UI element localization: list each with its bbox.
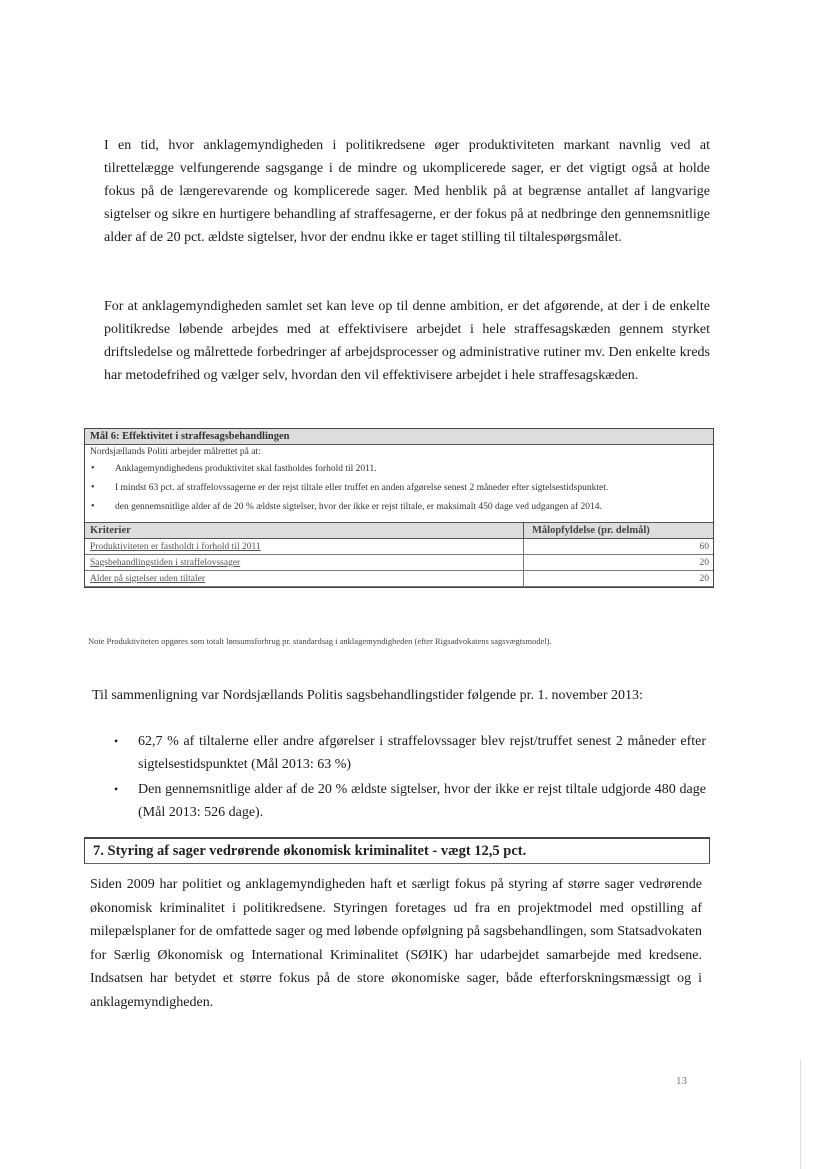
comparison-paragraph: Til sammenligning var Nordsjællands Politis sagsbehandlingstider følgende pr. 1. november 2013: — [92, 688, 643, 703]
section-heading: 7. Styring af sager vedrørende økonomisk kriminalitet - vægt 12,5 pct. — [84, 837, 710, 864]
table-row — [85, 539, 713, 555]
criteria-header: Kriterier — [85, 523, 524, 539]
table-row — [85, 571, 713, 587]
bullet-icon: • — [114, 734, 119, 748]
bullet-icon: • — [91, 501, 95, 512]
criteria-label: Sagsbehandlingstiden i straffelovssager — [85, 555, 524, 571]
scan-edge-divider — [800, 1060, 801, 1169]
bullet-icon: • — [114, 782, 119, 796]
bullet-icon: • — [91, 482, 95, 493]
fulfillment-header: Målopfyldelse (pr. delmål) — [524, 523, 714, 539]
criteria-table — [85, 522, 713, 587]
goal-item: • Anklagemyndighedens produktivitet skal fastholdes forhold til 2011. — [89, 461, 707, 477]
criteria-value: 60 — [524, 539, 714, 555]
criteria-label: Produktiviteten er fastholdt i forhold til 2011 — [85, 539, 524, 555]
goal-list — [85, 461, 713, 522]
section-paragraph: Siden 2009 har politiet og anklagemyndigheden haft et særligt fokus på styring af større sager vedrørende økonomisk kriminalitet i politikredsene. Styringen foretages ud fra en projektmodel med opstilling af milepælsplaner for de omfattede sager og med løbende opfølgning på sagsbehandlingen, som Statsadvokaten for Særlig Økonomisk og International Kriminalitet (SØIK) har udarbejdet samarbejde med kredsene. Indsatsen har betydet et større fokus på de store økonomiske sager, både efterforskningsmæssigt og i anklagemyndigheden. — [90, 877, 702, 1010]
goal-box-title: Mål 6: Effektivitet i straffesagsbehandlingen — [85, 429, 713, 445]
criteria-value: 20 — [524, 555, 714, 571]
comparison-list — [112, 730, 706, 826]
criteria-label: Alder på sigtelser uden tiltaler — [85, 571, 524, 587]
table-row — [85, 555, 713, 571]
ambition-paragraph: For at anklagemyndigheden samlet set kan leve op til denne ambition, er det afgørende, at der i de enkelte politikredse løbende arbejdes med at effektivisere arbejdet i hele straffesagskæden gennem styrket driftsledelse og målrettede forbedringer af arbejdsprocesser og administrative rutiner mv. Den enkelte kreds har metodefrihed og vælger selv, hvordan den vil effektivisere arbejdet i hele straffesagskæden. — [104, 299, 710, 383]
goal-box — [84, 428, 714, 588]
intro-paragraph: I en tid, hvor anklagemyndigheden i politikredsene øger produktiviteten markant navnlig ved at tilrettelægge velfungerende sagsgange i de mindre og ukomplicerede sager, er det vigtigt også at holde fokus på de længerevarende og komplicerede sager. Med henblik på at begrænse antallet af langvarige sigtelser og sikre en hurtigere behandling af straffesagerne, er der fokus på at nedbringe den gennemsnitlige alder af de 20 pct. ældste sigtelser, hvor der endnu ikke er taget stilling til tiltalespørgsmålet. — [104, 138, 710, 245]
goal-note: Note Produktiviteten opgøres som totalt lønsumsforbrug pr. standardsag i anklagemyndigheden (efter Rigsadvokatens sagsvægtsmodel). — [88, 636, 552, 646]
goal-item: • den gennemsnitlige alder af de 20 % ældste sigtelser, hvor der ikke er rejst tiltale, er maksimalt 450 dage ved udgangen af 2014. — [89, 499, 707, 515]
bullet-icon: • — [91, 463, 95, 474]
goal-box-intro: Nordsjællands Politi arbejder målrettet på at: — [90, 447, 261, 457]
criteria-value: 20 — [524, 571, 714, 587]
goal-item: • I mindst 63 pct. af straffelovssagerne er der rejst tiltale eller truffet en anden afgørelse senest 2 måneder efter sigtelsestidspunktet. — [89, 480, 707, 496]
list-item: • 62,7 % af tiltalerne eller andre afgørelser i straffelovssager blev rejst/truffet senest 2 måneder efter sigtelsestidspunktet (Mål 2013: 63 %) — [112, 730, 706, 776]
list-item: • Den gennemsnitlige alder af de 20 % ældste sigtelser, hvor der ikke er rejst tiltale udgjorde 480 dage (Mål 2013: 526 dage). — [112, 778, 706, 824]
page-number: 13 — [676, 1075, 687, 1087]
